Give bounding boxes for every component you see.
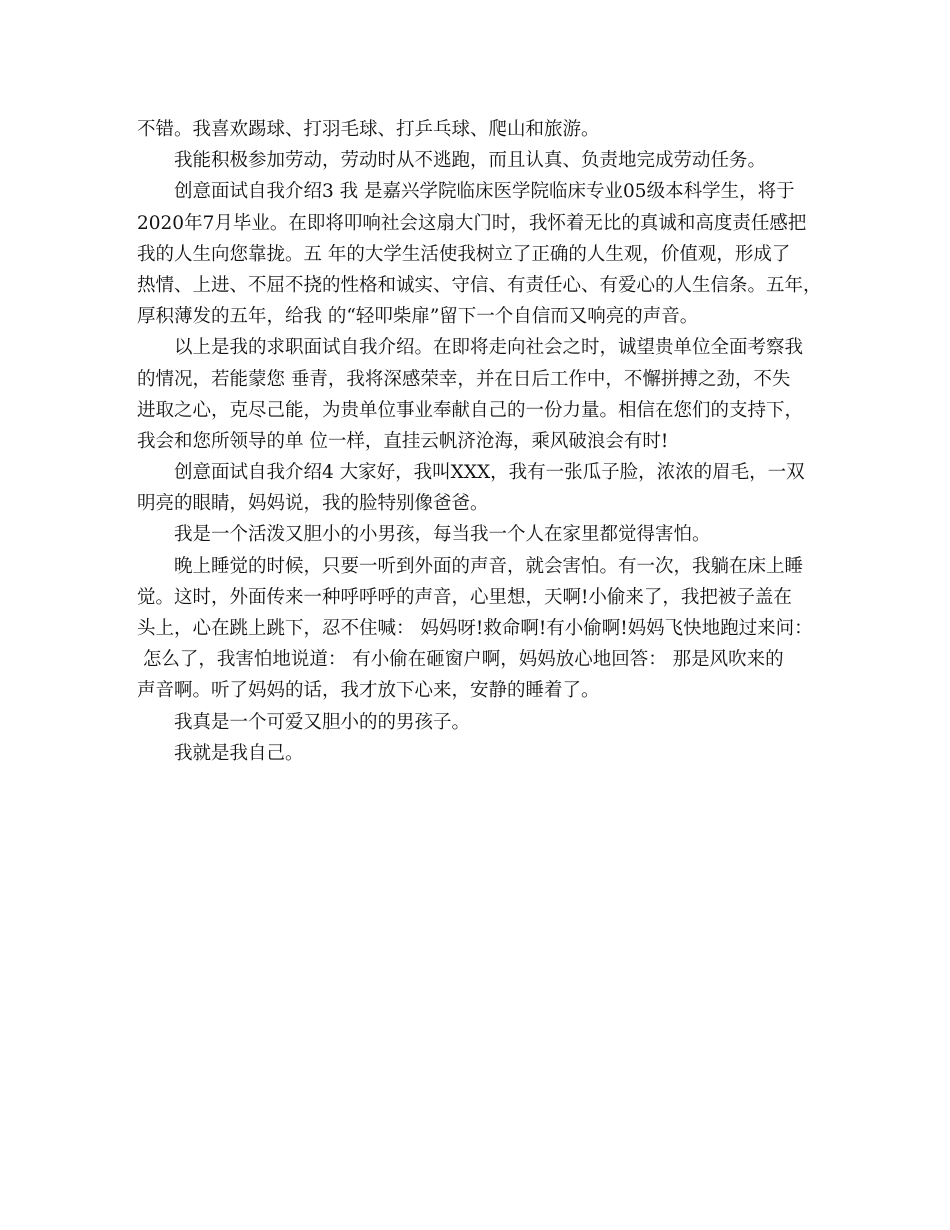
text-line: 觉。这时，外面传来一种呼呼呼的声音，心里想，天啊!小偷来了，我把被子盖在 bbox=[137, 586, 792, 608]
text-line: 不错。我喜欢踢球、打羽毛球、打乒乓球、爬山和旅游。 bbox=[137, 119, 600, 140]
text-line: 的情况，若能蒙您 垂青，我将深感荣幸，并在日后工作中，不懈拼搏之劲，不失 bbox=[137, 368, 791, 390]
text-line: 热情、上进、不屈不挠的性格和诚实、守信、有责任心、有爱心的人生信条。五年， bbox=[137, 274, 822, 296]
text-line: 我是一个活泼又胆小的小男孩，每当我一个人在家里都觉得害怕。 bbox=[174, 524, 711, 546]
text-line: 头上，心在跳上跳下，忍不住喊： 妈妈呀!救命啊!有小偷啊!妈妈飞快地跑过来问： bbox=[137, 618, 813, 639]
text-line: 厚积薄发的五年，给我 的“轻叩柴扉”留下一个自信而又响亮的声音。 bbox=[137, 306, 699, 328]
text-line: 以上是我的求职面试自我介绍。在即将走向社会之时，诚望贵单位全面考察我 bbox=[174, 337, 804, 359]
text-line: 我能积极参加劳动，劳动时从不逃跑，而且认真、负责地完成劳动任务。 bbox=[174, 150, 767, 172]
text-line: 创意面试自我介绍4 大家好，我叫XXX，我有一张瓜子脸，浓浓的眉毛，一双 bbox=[174, 462, 805, 484]
text-line: 进取之心，克尽己能，为贵单位事业奉献自己的一份力量。相信在您们的支持下， bbox=[137, 399, 804, 421]
text-line: 我就是我自己。 bbox=[174, 742, 304, 764]
text-line: 晚上睡觉的时候，只要一听到外面的声音，就会害怕。有一次，我躺在床上睡 bbox=[174, 555, 804, 577]
text-line: 创意面试自我介绍3 我 是嘉兴学院临床医学院临床专业05级本科学生，将于 bbox=[174, 181, 795, 203]
text-line: 怎么了，我害怕地说道： 有小偷在砸窗户啊，妈妈放心地回答： 那是风吹来的 bbox=[137, 649, 784, 671]
text-line: 我真是一个可爱又胆小的的男孩子。 bbox=[174, 711, 471, 733]
document-body bbox=[137, 114, 827, 769]
text-line: 我会和您所领导的单 位一样，直挂云帆济沧海，乘风破浪会有时! bbox=[137, 430, 669, 452]
text-line: 明亮的眼睛，妈妈说，我的脸特别像爸爸。 bbox=[137, 493, 489, 515]
text-line: 我的人生向您靠拢。五 年的大学生活使我树立了正确的人生观，价值观，形成了 bbox=[137, 243, 791, 265]
text-line: 2020年7月毕业。在即将叩响社会这扇大门时，我怀着无比的真诚和高度责任感把 bbox=[137, 212, 807, 234]
text-line: 声音啊。听了妈妈的话，我才放下心来，安静的睡着了。 bbox=[137, 680, 600, 702]
